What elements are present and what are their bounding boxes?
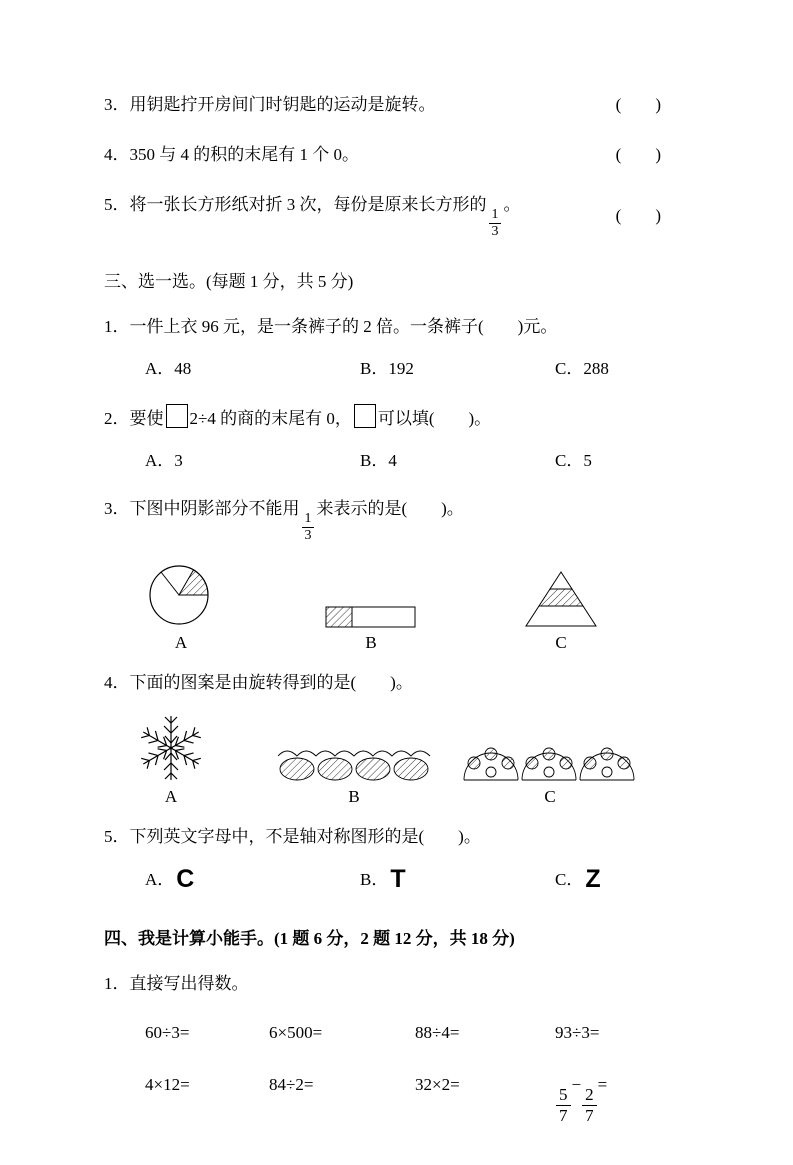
q2-text-part: 2．要使 (104, 408, 164, 428)
fraction-denominator: 3 (304, 528, 312, 544)
fraction-one-third (489, 208, 502, 240)
scallop-pattern-figure (462, 738, 638, 784)
figure-label: A (164, 786, 178, 806)
fraction-expression (555, 1075, 661, 1125)
figure-label: A (174, 632, 188, 652)
judgment-item-text: 4．350 与 4 的积的末尾有 1 个 0。 (104, 145, 359, 164)
fraction-denominator: 3 (491, 224, 499, 240)
option (555, 866, 661, 893)
figure-label: B (348, 786, 360, 806)
judgment-item-4 (104, 143, 661, 167)
option-prefix: C． (555, 869, 584, 889)
figure-b (306, 604, 436, 652)
option-letter: T (390, 864, 406, 893)
choice-q5-text: 5．下列英文字母中，不是轴对称图形的是( )。 (104, 826, 481, 846)
option: C．288 (555, 358, 609, 378)
judgment-item-text (104, 193, 520, 240)
fraction (556, 1086, 571, 1125)
section-three-title: 三、选一选。(每题 1 分，共 5 分) (104, 271, 354, 291)
figure-label: B (365, 632, 377, 652)
calc-expression: 84÷2= (269, 1074, 314, 1094)
judgment-item-5 (104, 193, 661, 240)
choice-q5-options (104, 866, 661, 893)
figure-a (116, 560, 246, 652)
lace-pattern-figure (275, 744, 433, 784)
choice-q1-text: 1．一件上衣 96 元，是一条裤子的 2 倍。一条裤子( )元。 (104, 316, 558, 336)
snowflake-figure (135, 712, 207, 784)
answer-bracket: ( ) (615, 95, 661, 114)
judgment-item-3 (104, 93, 661, 117)
equals-sign: = (597, 1074, 608, 1094)
figure-label: C (555, 632, 567, 652)
option: A．3 (145, 450, 183, 470)
choice-q1-options (104, 356, 661, 382)
text-after-fraction: 来表示的是( )。 (316, 498, 464, 518)
fraction-one-third (302, 512, 315, 544)
option: C．5 (555, 450, 592, 470)
calc-problems (104, 1023, 661, 1125)
calc-expression: 6×500= (269, 1022, 323, 1042)
figure-c (496, 568, 626, 652)
option: A．48 (145, 358, 192, 378)
calc-expression: 60÷3= (145, 1022, 190, 1042)
calc-sub1-text: 1．直接写出得数。 (104, 973, 249, 993)
calc-expression: 32×2= (415, 1074, 460, 1094)
q2-text-part: 可以填( )。 (377, 408, 492, 428)
fraction-denominator: 7 (559, 1105, 568, 1125)
fraction-denominator: 7 (585, 1105, 594, 1125)
q4-figures-row (104, 712, 661, 806)
option-letter: Z (585, 864, 601, 893)
q3-figures-row (104, 560, 661, 652)
answer-bracket: ( ) (615, 206, 661, 226)
choice-q4-text: 4．下面的图案是由旋转得到的是( )。 (104, 672, 413, 692)
calc-expression: 93÷3= (555, 1022, 600, 1042)
figure-a (116, 712, 226, 806)
answer-bracket: ( ) (615, 145, 661, 164)
fraction-numerator: 5 (556, 1086, 571, 1106)
figure-c (462, 738, 638, 806)
fraction-numerator: 1 (302, 512, 315, 529)
fraction-numerator: 1 (489, 208, 502, 225)
option-prefix: B． (360, 869, 389, 889)
blank-box (354, 404, 376, 428)
fraction (582, 1086, 597, 1125)
blank-box (166, 404, 188, 428)
option: B．4 (360, 450, 397, 470)
option-letter: C (176, 864, 195, 893)
fraction-numerator: 2 (582, 1086, 597, 1106)
circle-figure (143, 560, 219, 630)
section-four-title: 四、我是计算小能手。(1 题 6 分，2 题 12 分，共 18 分) (104, 928, 515, 948)
calc-expression: 88÷4= (415, 1022, 460, 1042)
figure-b (274, 744, 434, 806)
option (360, 866, 555, 893)
option (145, 866, 360, 893)
text-before-fraction: 3．下图中阴影部分不能用 (104, 498, 300, 518)
text-after-fraction: 。 (503, 195, 521, 214)
rectangle-figure (325, 604, 417, 630)
minus-sign: − (571, 1074, 582, 1094)
option: B．192 (360, 358, 414, 378)
choice-q2-text (104, 404, 661, 432)
calc-expression: 4×12= (145, 1074, 190, 1094)
figure-label: C (544, 786, 556, 806)
choice-q3-text (104, 496, 661, 544)
triangle-figure (522, 568, 600, 630)
q2-text-part: 2÷4 的商的末尾有 0， (189, 408, 352, 428)
text-before-fraction: 5．将一张长方形纸对折 3 次，每份是原来长方形的 (104, 195, 487, 214)
option-prefix: A． (145, 869, 175, 889)
choice-q2-options (104, 448, 661, 474)
judgment-item-text: 3．用钥匙拧开房间门时钥匙的运动是旋转。 (104, 95, 436, 114)
